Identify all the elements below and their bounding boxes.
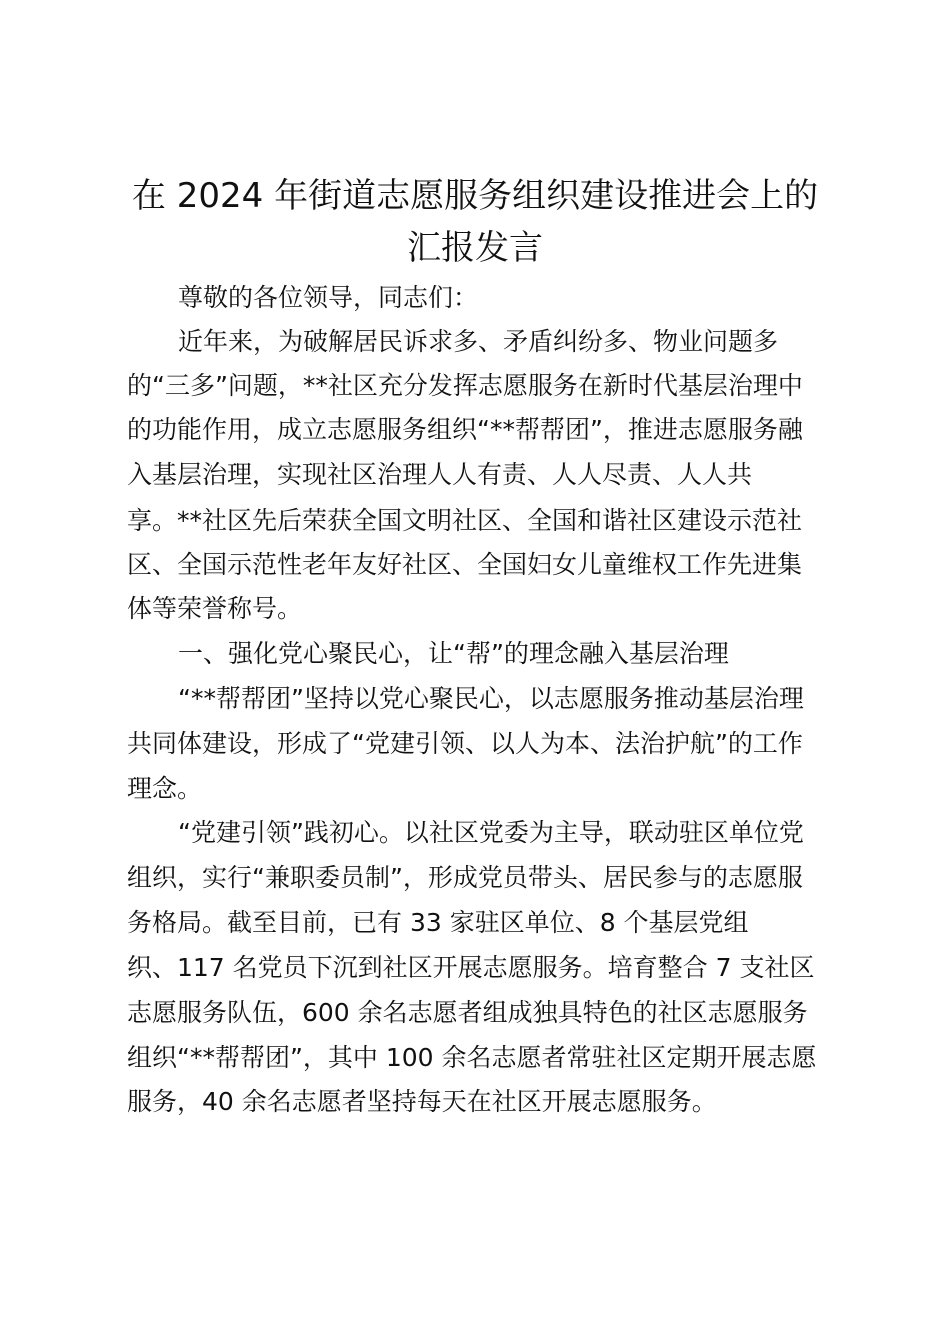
section-heading: 一、强化党心聚民心，让“帮”的理念融入基层治理 [178, 639, 729, 668]
paragraph-line: 组织，实行“兼职委员制”，形成党员带头、居民参与的志愿服 [127, 863, 803, 892]
paragraph-line: 理念。 [127, 774, 203, 803]
paragraph-line: 织、117 名党员下沉到社区开展志愿服务。培育整合 7 支社区 [127, 953, 815, 982]
paragraph-line: 务格局。截至目前，已有 33 家驻区单位、8 个基层党组 [127, 908, 749, 937]
document-title-line-2: 汇报发言 [407, 228, 543, 268]
paragraph-line: 组织“**帮帮团”，其中 100 余名志愿者常驻社区定期开展志愿 [127, 1043, 817, 1072]
paragraph-line: “**帮帮团”坚持以党心聚民心，以志愿服务推动基层治理 [178, 684, 804, 713]
paragraph-line: 区、全国示范性老年友好社区、全国妇女儿童维权工作先进集 [127, 550, 803, 579]
paragraph-line: 共同体建设，形成了“党建引领、以人为本、法治护航”的工作 [127, 729, 803, 758]
paragraph-line: 享。**社区先后荣获全国文明社区、全国和谐社区建设示范社 [127, 506, 803, 535]
paragraph-line: 入基层治理，实现社区治理人人有责、人人尽责、人人共 [127, 460, 753, 489]
paragraph-line: 志愿服务队伍，600 余名志愿者组成独具特色的社区志愿服务 [127, 998, 808, 1027]
paragraph-line: “党建引领”践初心。以社区党委为主导，联动驻区单位党 [178, 818, 804, 847]
paragraph-line: 服务，40 余名志愿者坚持每天在社区开展志愿服务。 [127, 1087, 717, 1116]
document-title-line-1: 在 2024 年街道志愿服务组织建设推进会上的 [131, 176, 819, 216]
paragraph-line: 体等荣誉称号。 [127, 594, 303, 623]
paragraph-line: 近年来，为破解居民诉求多、矛盾纠纷多、物业问题多 [178, 327, 779, 356]
paragraph-line: 的功能作用，成立志愿服务组织“**帮帮团”，推进志愿服务融 [127, 415, 803, 444]
paragraph-line: 的“三多”问题，**社区充分发挥志愿服务在新时代基层治理中 [127, 371, 803, 400]
salutation: 尊敬的各位领导，同志们： [178, 283, 479, 312]
